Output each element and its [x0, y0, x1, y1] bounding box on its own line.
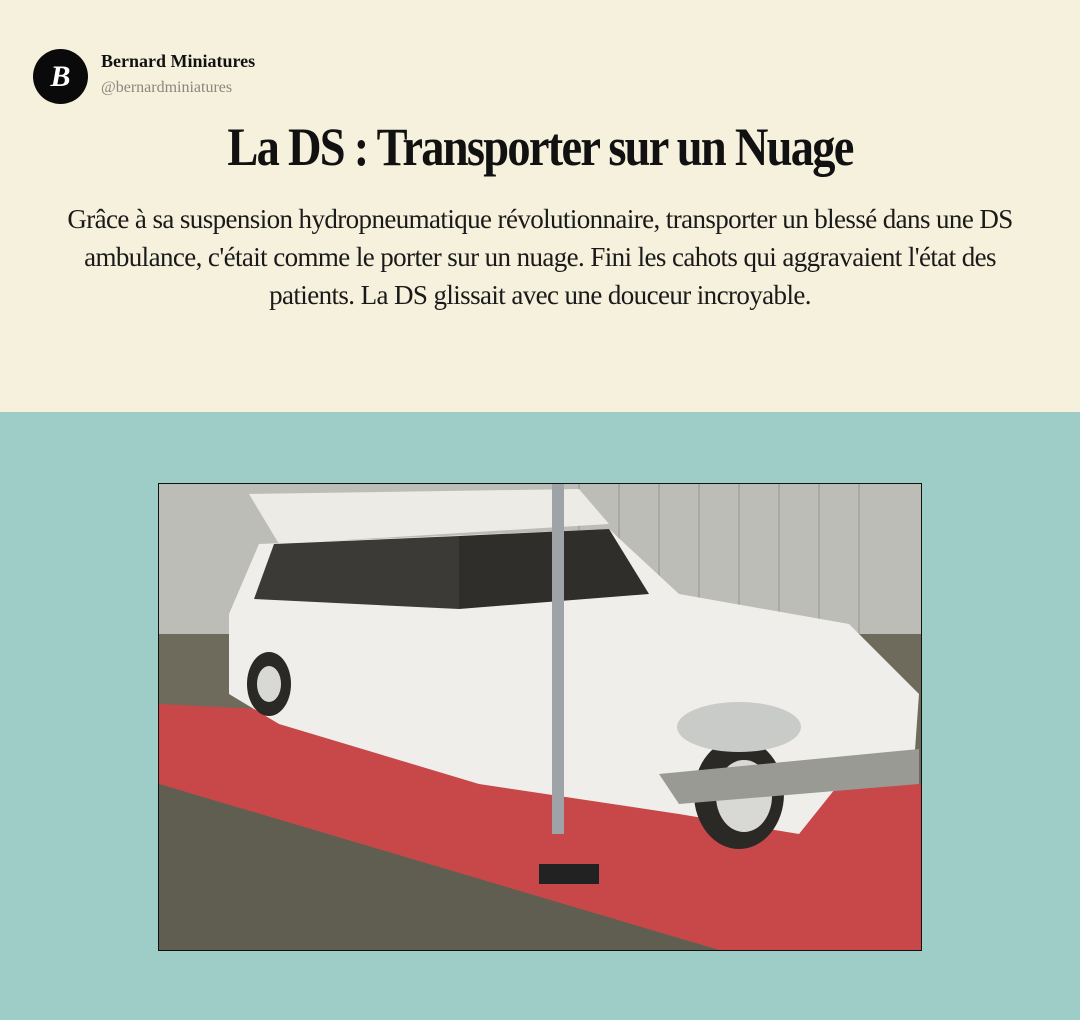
- avatar[interactable]: [33, 49, 88, 104]
- ds-ambulance-photo: [158, 483, 922, 951]
- header-section: [0, 0, 1080, 412]
- author-name[interactable]: Bernard Miniatures: [101, 51, 256, 71]
- post-body: Grâce à sa suspension hydropneumatique révolutionnaire, transporter un blessé dans une DS ambulance, c'était comme le porter sur un nuage. Fini les cahots qui aggravaient l'état des patients. La DS glissait avec une douceur incroyable.: [67, 204, 1013, 310]
- author-handle[interactable]: @bernardminiatures: [101, 79, 233, 96]
- post-title: La DS : Transporter sur un Nuage: [227, 117, 853, 177]
- avatar-initial: B: [50, 59, 71, 93]
